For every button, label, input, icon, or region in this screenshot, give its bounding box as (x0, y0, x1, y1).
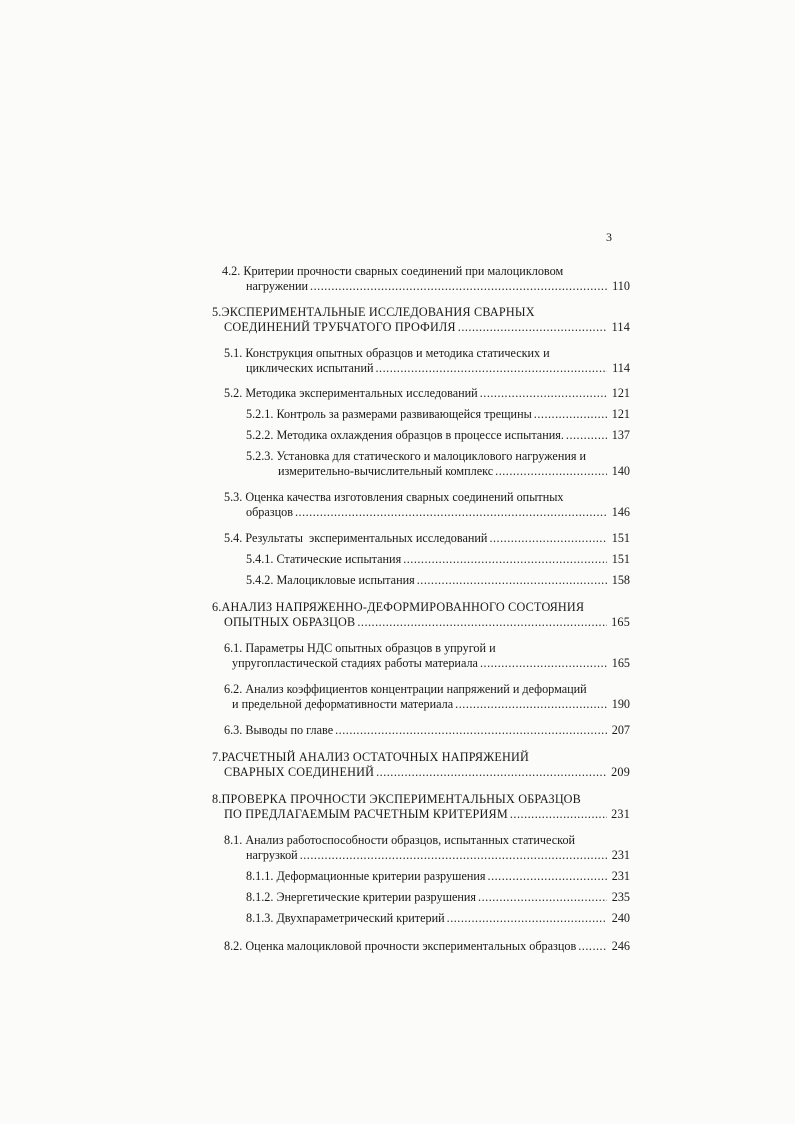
dot-leader (455, 697, 607, 712)
toc-entry-5-2 (224, 386, 630, 401)
toc-num: 4.2. (222, 264, 241, 278)
toc-num: 5. (212, 305, 222, 319)
toc-entry-6-1 (224, 641, 630, 671)
toc-title-cont: ОПЫТНЫХ ОБРАЗЦОВ (224, 615, 356, 629)
toc-entry-5-2-3 (246, 449, 630, 479)
toc-page: 146 (611, 505, 630, 519)
toc-entry-8 (212, 792, 630, 822)
toc-page: 231 (611, 848, 630, 862)
toc-title: Оценка качества изготовления сварных соединений опытных (245, 490, 564, 504)
toc-title: Деформационные критерии разрушения (276, 869, 486, 883)
toc-num: 5.2. (224, 386, 243, 400)
toc-entry-8-1-3 (246, 911, 630, 926)
toc-title: Методика экспериментальных исследований (245, 386, 478, 400)
toc-title: Параметры НДС опытных образцов в упругой и (245, 641, 496, 655)
toc-entry-6-2 (224, 682, 630, 712)
toc-num: 5.4. (224, 531, 243, 545)
toc-num: 6.3. (224, 723, 243, 737)
toc-num: 8. (212, 792, 222, 806)
toc-entry-5-4-1 (246, 552, 630, 567)
toc-num: 6.1. (224, 641, 243, 655)
dot-leader (403, 552, 607, 567)
toc-num: 8.1.1. (246, 869, 274, 883)
toc-entry-5-2-1 (246, 407, 630, 422)
toc-num: 5.2.2. (246, 428, 274, 442)
toc-page: 151 (611, 531, 630, 545)
toc-num: 5.3. (224, 490, 243, 504)
toc-page: 207 (611, 723, 630, 737)
table-of-contents (212, 264, 630, 954)
toc-entry-5-4 (224, 531, 630, 546)
toc-page: 114 (611, 320, 630, 334)
dot-leader (310, 279, 607, 294)
dot-leader (295, 505, 607, 520)
toc-num: 8.2. (224, 939, 243, 953)
toc-page: 190 (611, 697, 630, 711)
toc-entry-5-1 (224, 346, 630, 376)
toc-num: 5.4.1. (246, 552, 274, 566)
dot-leader (480, 386, 607, 401)
toc-entry-4-2 (222, 264, 630, 294)
dot-leader (335, 723, 607, 738)
toc-title: Двухпараметрический критерий (276, 911, 445, 925)
toc-page: 231 (611, 807, 630, 821)
toc-title: Выводы по главе (245, 723, 334, 737)
toc-num: 5.4.2. (246, 573, 274, 587)
toc-title-cont: ПО ПРЕДЛАГАЕМЫМ РАСЧЕТНЫМ КРИТЕРИЯМ (224, 807, 508, 821)
toc-title: Установка для статического и малоциклового нагружения и (276, 449, 587, 463)
toc-entry-7 (212, 750, 630, 780)
toc-title: Оценка малоцикловой прочности экспериментальных образцов (245, 939, 577, 953)
toc-entry-6-3 (224, 723, 630, 738)
toc-title: Анализ коэффициентов концентрации напряжений и деформаций (245, 682, 587, 696)
dot-leader (489, 531, 607, 546)
dot-leader (458, 320, 607, 335)
toc-num: 8.1.3. (246, 911, 274, 925)
dot-leader (357, 615, 607, 630)
toc-entry-5-4-2 (246, 573, 630, 588)
toc-page: 209 (611, 765, 630, 779)
toc-page: 137 (611, 428, 630, 442)
toc-num: 8.1. (224, 833, 243, 847)
dot-leader (510, 807, 607, 822)
toc-num: 8.1.2. (246, 890, 274, 904)
toc-title: Энергетические критерии разрушения (276, 890, 477, 904)
toc-num: 7. (212, 750, 222, 764)
toc-title-cont: нагружении (246, 279, 309, 293)
toc-num: 5.2.3. (246, 449, 274, 463)
toc-page: 140 (611, 464, 630, 478)
toc-title-cont: упругопластической стадиях работы материала (232, 656, 478, 670)
toc-title-cont: циклических испытаний (246, 361, 374, 375)
toc-page: 158 (611, 573, 630, 587)
toc-num: 6.2. (224, 682, 243, 696)
toc-entry-8-2 (224, 939, 630, 954)
toc-page: 114 (612, 361, 630, 375)
toc-entry-5-2-2 (246, 428, 630, 443)
toc-title-cont: СОЕДИНЕНИЙ ТРУБЧАТОГО ПРОФИЛЯ (224, 320, 456, 334)
toc-page: 246 (611, 939, 630, 953)
toc-entry-8-1-2 (246, 890, 630, 905)
dot-leader (376, 765, 607, 780)
toc-page: 151 (611, 552, 630, 566)
toc-title: Малоцикловые испытания (276, 573, 415, 587)
toc-page: 121 (611, 407, 630, 421)
dot-leader (578, 939, 607, 954)
toc-title: Анализ работоспособности образцов, испытанных статической (245, 833, 576, 847)
dot-leader (488, 869, 607, 884)
toc-title-cont: СВАРНЫХ СОЕДИНЕНИЙ (224, 765, 375, 779)
dot-leader (480, 656, 607, 671)
dot-leader (300, 848, 607, 863)
toc-title: ЭКСПЕРИМЕНТАЛЬНЫЕ ИССЛЕДОВАНИЯ СВАРНЫХ (221, 305, 535, 319)
toc-num: 5.2.1. (246, 407, 274, 421)
toc-page: 240 (611, 911, 630, 925)
toc-entry-8-1-1 (246, 869, 630, 884)
toc-page: 231 (611, 869, 630, 883)
toc-entry-5-3 (224, 490, 630, 520)
toc-title: ПРОВЕРКА ПРОЧНОСТИ ЭКСПЕРИМЕНТАЛЬНЫХ ОБРАЗЦОВ (221, 792, 582, 806)
toc-title: РАСЧЕТНЫЙ АНАЛИЗ ОСТАТОЧНЫХ НАПРЯЖЕНИЙ (221, 750, 530, 764)
dot-leader (534, 407, 607, 422)
toc-entry-8-1 (224, 833, 630, 863)
toc-entry-6 (212, 600, 630, 630)
toc-title: АНАЛИЗ НАПРЯЖЕННО-ДЕФОРМИРОВАННОГО СОСТОЯНИЯ (221, 600, 585, 614)
toc-num: 5.1. (224, 346, 243, 360)
toc-title: Контроль за размерами развивающейся трещины (276, 407, 532, 421)
toc-title: Критерии прочности сварных соединений при малоцикловом (243, 264, 564, 278)
toc-page: 110 (612, 279, 630, 293)
toc-page: 235 (611, 890, 630, 904)
toc-title: Статические испытания (276, 552, 402, 566)
toc-page: 121 (611, 386, 630, 400)
dot-leader (376, 361, 608, 376)
toc-title: Методика охлаждения образцов в процессе испытания. (276, 428, 564, 442)
dot-leader (495, 464, 607, 479)
toc-title-cont: и предельной деформативности материала (232, 697, 454, 711)
dot-leader (447, 911, 607, 926)
page-number: 3 (606, 230, 612, 244)
toc-title-cont: нагрузкой (246, 848, 298, 862)
dot-leader (417, 573, 607, 588)
toc-page: 165 (611, 615, 630, 629)
toc-title-cont: измерительно-вычислительный комплекс (278, 464, 494, 478)
toc-page: 165 (611, 656, 630, 670)
toc-title: Результаты экспериментальных исследований (245, 531, 488, 545)
dot-leader (566, 428, 607, 443)
dot-leader (478, 890, 607, 905)
toc-entry-5 (212, 305, 630, 335)
toc-title: Конструкция опытных образцов и методика статических и (245, 346, 550, 360)
toc-num: 6. (212, 600, 222, 614)
toc-title-cont: образцов (246, 505, 293, 519)
